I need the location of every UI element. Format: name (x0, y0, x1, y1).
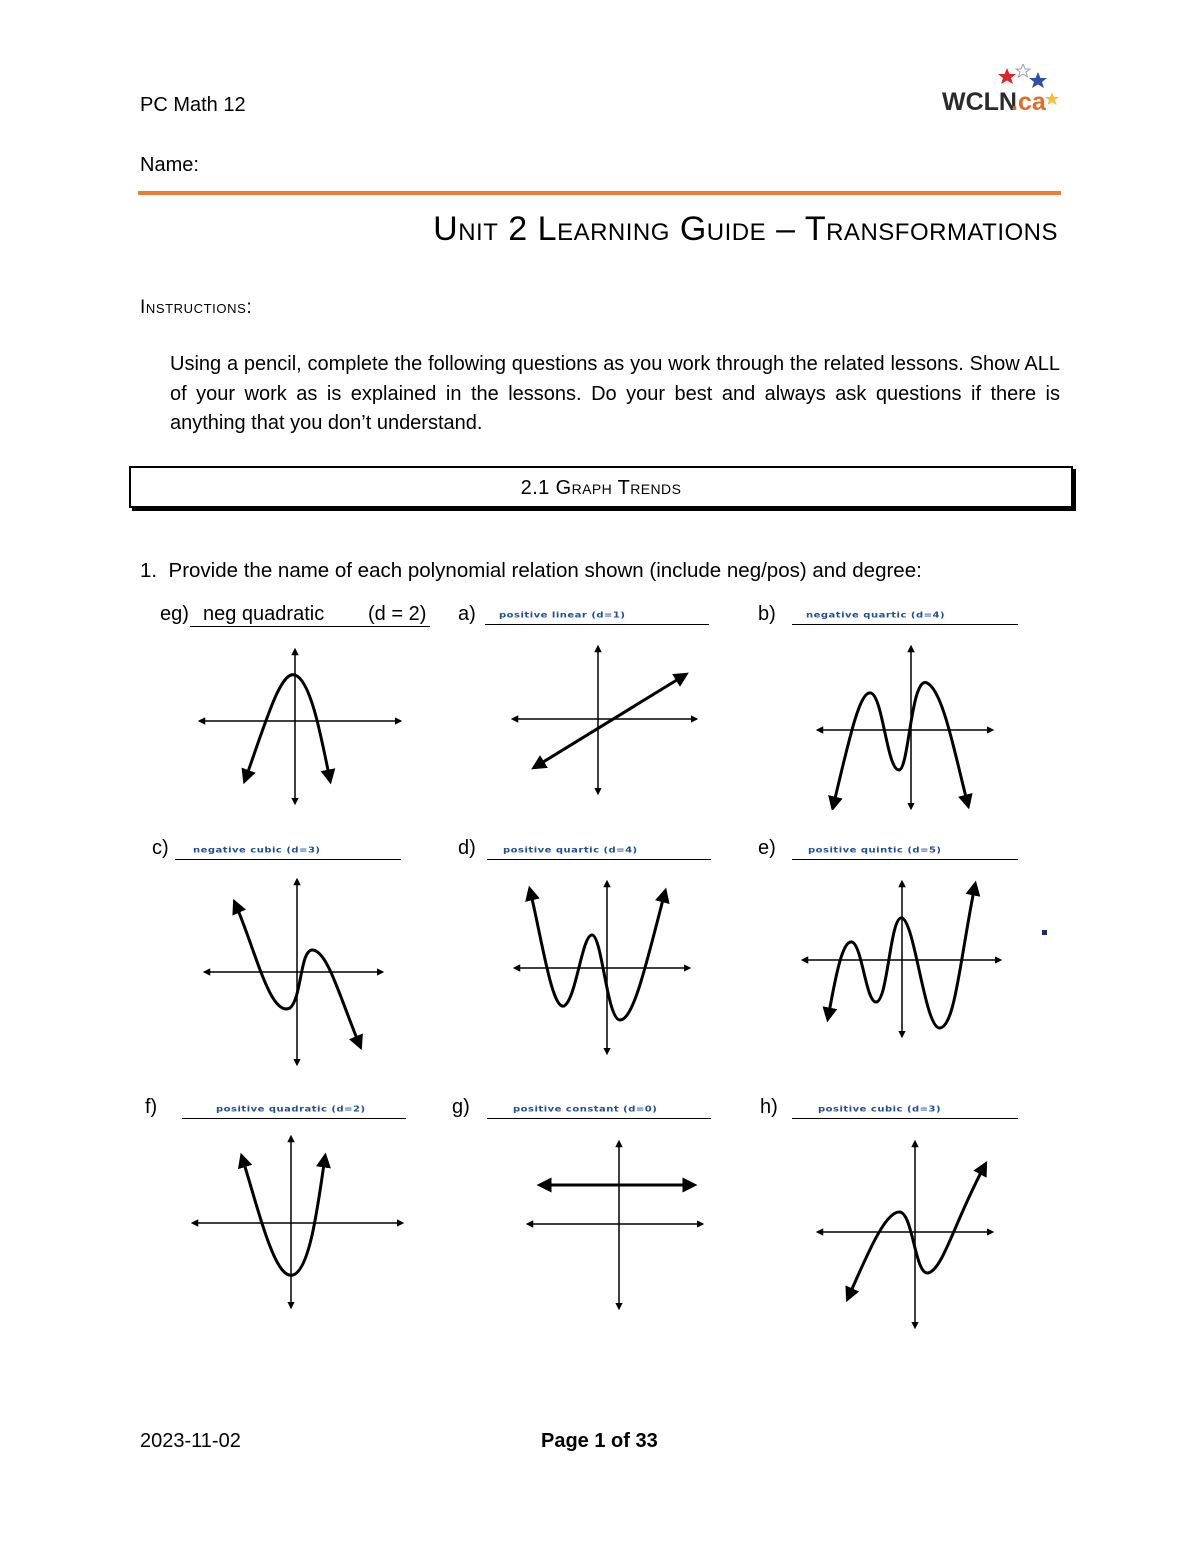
item-d-label: d) (458, 837, 476, 859)
item-a-answer: positive linear (d=1) (499, 611, 626, 620)
item-f-graph (190, 1135, 405, 1310)
blue-star-icon (1029, 72, 1047, 88)
item-a-graph (510, 645, 700, 795)
item-c-graph (200, 878, 390, 1068)
outline-star-icon (1016, 64, 1030, 77)
item-g-label: g) (452, 1096, 470, 1118)
item-b-answer: negative quartic (d=4) (806, 611, 946, 620)
header-rule (138, 191, 1061, 195)
item-h-graph (815, 1140, 995, 1330)
footer-date: 2023-11-02 (140, 1430, 241, 1452)
instructions-body: Using a pencil, complete the following questions as you work through the related lessons. Show ALL of your work as is explained in the lessons. Do your best and always ask questions if there is anything that you don’t understand. (170, 353, 1060, 434)
section-header: 2.1 Graph Trends (129, 466, 1073, 508)
stray-mark (1042, 930, 1047, 935)
svg-text:.ca: .ca (1011, 88, 1046, 116)
item-f-answer-line[interactable] (182, 1096, 406, 1119)
example-graph (195, 645, 405, 805)
item-g-answer-line[interactable] (487, 1096, 711, 1119)
item-a-curve (535, 675, 685, 767)
item-c-answer: negative cubic (d=3) (193, 846, 321, 855)
item-e-answer: positive quintic (d=5) (808, 846, 942, 855)
example-curve (245, 675, 330, 780)
yellow-star-icon (1045, 92, 1059, 105)
item-h-label: h) (760, 1096, 778, 1118)
item-g-graph (525, 1140, 705, 1310)
item-b-label: b) (758, 603, 776, 625)
item-f-answer: positive quadratic (d=2) (216, 1105, 366, 1114)
example-degree: (d = 2) (368, 603, 427, 625)
item-b-curve (833, 683, 968, 807)
question-1-prompt: 1. Provide the name of each polynomial relation shown (include neg/pos) and degree: (140, 559, 922, 582)
item-h-answer: positive cubic (d=3) (818, 1105, 942, 1114)
item-a-label: a) (458, 603, 476, 625)
example-answer: neg quadratic (203, 603, 325, 625)
instructions-heading: Instructions: (140, 297, 253, 318)
item-g-answer: positive constant (d=0) (513, 1105, 658, 1114)
item-d-answer: positive quartic (d=4) (503, 846, 638, 855)
item-f-curve (242, 1157, 325, 1275)
course-name: PC Math 12 (140, 94, 246, 116)
svg-text:WCLN: WCLN (942, 88, 1017, 116)
item-b-answer-line[interactable] (792, 602, 1018, 625)
item-f-label: f) (145, 1096, 158, 1118)
item-c-answer-line[interactable] (175, 837, 401, 860)
item-d-graph (512, 880, 692, 1055)
item-a-answer-line[interactable] (485, 602, 709, 625)
item-e-label: e) (758, 837, 776, 859)
example-label: eg) (160, 603, 189, 625)
page-title: Unit 2 Learning Guide – Transformations (433, 210, 1058, 248)
name-label: Name: (140, 154, 199, 176)
item-b-graph (815, 645, 995, 810)
item-h-answer-line[interactable] (792, 1096, 1018, 1119)
footer-page-number: Page 1 of 33 (541, 1430, 658, 1452)
item-c-label: c) (152, 837, 169, 859)
item-e-graph (800, 880, 1005, 1040)
item-d-curve (530, 890, 665, 1020)
example-answer-line (190, 604, 430, 627)
item-e-answer-line[interactable] (792, 837, 1018, 860)
red-star-icon (998, 68, 1016, 84)
item-d-answer-line[interactable] (487, 837, 711, 860)
wcln-logo (940, 64, 1065, 116)
